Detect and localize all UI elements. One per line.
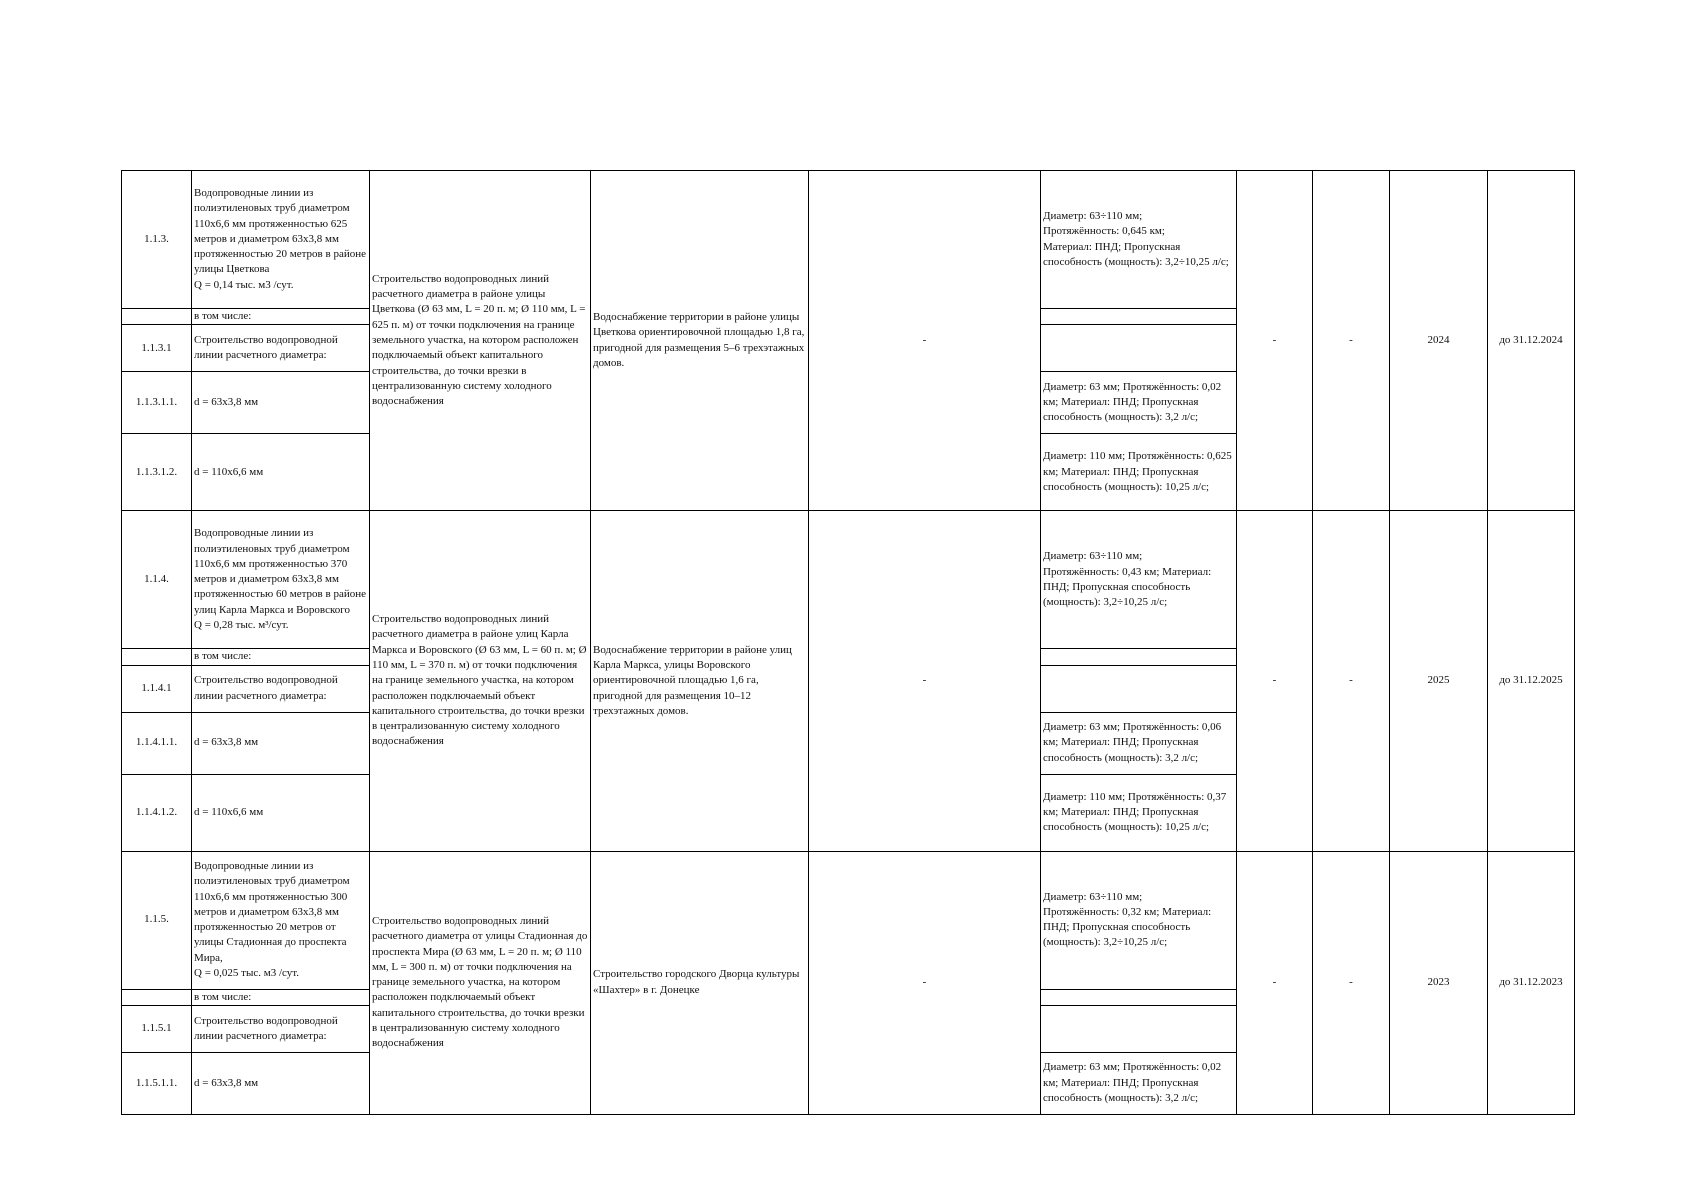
- table-row: [122, 171, 1575, 309]
- pipe-spec: Диаметр: 63 мм; Протяжённость: 0,06 км; Материал: ПНД; Пропускная способность (мощность): 3,2 л/с;: [1041, 712, 1237, 774]
- year-value: 2024: [1390, 171, 1488, 511]
- year-value: 2023: [1390, 851, 1488, 1114]
- sub-item-number: 1.1.5.1: [122, 1005, 192, 1052]
- pipe-item-number: 1.1.5.1.1.: [122, 1052, 192, 1114]
- empty-cell: [122, 989, 192, 1005]
- sub-item-number: 1.1.4.1: [122, 665, 192, 712]
- pipe-diameter: d = 110х6,6 мм: [192, 434, 370, 511]
- empty-cell: [122, 649, 192, 665]
- empty-cell: [1041, 989, 1237, 1005]
- spec-summary: Диаметр: 63÷110 мм; Протяжённость: 0,32 км; Материал: ПНД; Пропускная способность (мощность): 3,2÷10,25 л/с;: [1041, 851, 1237, 989]
- empty-cell: [122, 309, 192, 325]
- purpose-description: Водоснабжение территории в районе улицы Цветкова ориентировочной площадью 1,8 га, пригодной для размещения 5–6 трехэтажных домов.: [591, 171, 809, 511]
- pipe-spec: Диаметр: 110 мм; Протяжённость: 0,37 км; Материал: ПНД; Пропускная способность (мощность): 10,25 л/с;: [1041, 774, 1237, 851]
- deadline-value: до 31.12.2024: [1488, 171, 1575, 511]
- pipe-item-number: 1.1.3.1.1.: [122, 372, 192, 434]
- table-row: [122, 851, 1575, 989]
- pipe-spec: Диаметр: 63 мм; Протяжённость: 0,02 км; Материал: ПНД; Пропускная способность (мощность): 3,2 л/с;: [1041, 372, 1237, 434]
- empty-cell: [1041, 325, 1237, 372]
- pipe-diameter: d = 63х3,8 мм: [192, 1052, 370, 1114]
- empty-value: -: [809, 171, 1041, 511]
- including-label: в том числе:: [192, 649, 370, 665]
- empty-value: -: [1237, 511, 1313, 851]
- empty-cell: [1041, 649, 1237, 665]
- empty-cell: [1041, 665, 1237, 712]
- empty-cell: [1041, 1005, 1237, 1052]
- item-number: 1.1.3.: [122, 171, 192, 309]
- empty-value: -: [809, 851, 1041, 1114]
- empty-cell: [1041, 309, 1237, 325]
- pipe-diameter: d = 110х6,6 мм: [192, 774, 370, 851]
- sub-item-number: 1.1.3.1: [122, 325, 192, 372]
- item-number: 1.1.5.: [122, 851, 192, 989]
- pipe-item-number: 1.1.4.1.1.: [122, 712, 192, 774]
- pipe-diameter: d = 63х3,8 мм: [192, 712, 370, 774]
- table-row: [122, 511, 1575, 649]
- deadline-value: до 31.12.2023: [1488, 851, 1575, 1114]
- spec-summary: Диаметр: 63÷110 мм; Протяжённость: 0,43 км; Материал: ПНД; Пропускная способность (мощность): 3,2÷10,25 л/с;: [1041, 511, 1237, 649]
- spec-summary: Диаметр: 63÷110 мм; Протяжённость: 0,645 км; Материал: ПНД; Пропускная способность (мощность): 3,2÷10,25 л/с;: [1041, 171, 1237, 309]
- item-name: Водопроводные линии из полиэтиленовых труб диаметром 110х6,6 мм протяженностью 300 метров и диаметром 63х3,8 мм протяженностью 20 метров от улицы Стадионная до проспекта Мира, Q = 0,025 тыс. м3 /сут.: [192, 851, 370, 989]
- year-value: 2025: [1390, 511, 1488, 851]
- empty-value: -: [809, 511, 1041, 851]
- sub-item-name: Строительство водопроводной линии расчетного диаметра:: [192, 325, 370, 372]
- empty-value: -: [1313, 171, 1390, 511]
- work-description: Строительство водопроводных линий расчетного диаметра в районе улиц Карла Маркса и Воровского (Ø 63 мм, L = 60 п. м; Ø 110 мм, L = 370 п. м) от точки подключения на границе земельного участка, на котором расположен подключаемый объект капитального строительства, до точки врезки в централизованную систему холодного водоснабжения: [370, 511, 591, 851]
- pipe-item-number: 1.1.4.1.2.: [122, 774, 192, 851]
- pipe-spec: Диаметр: 110 мм; Протяжённость: 0,625 км; Материал: ПНД; Пропускная способность (мощность): 10,25 л/с;: [1041, 434, 1237, 511]
- empty-value: -: [1237, 171, 1313, 511]
- item-name: Водопроводные линии из полиэтиленовых труб диаметром 110х6,6 мм протяженностью 625 метров и диаметром 63х3,8 мм протяженностью 20 метров в районе улицы Цветкова Q = 0,14 тыс. м3 /сут.: [192, 171, 370, 309]
- empty-value: -: [1313, 511, 1390, 851]
- purpose-description: Строительство городского Дворца культуры «Шахтер» в г. Донецке: [591, 851, 809, 1114]
- pipe-spec: Диаметр: 63 мм; Протяжённость: 0,02 км; Материал: ПНД; Пропускная способность (мощность): 3,2 л/с;: [1041, 1052, 1237, 1114]
- sub-item-name: Строительство водопроводной линии расчетного диаметра:: [192, 1005, 370, 1052]
- including-label: в том числе:: [192, 989, 370, 1005]
- sub-item-name: Строительство водопроводной линии расчетного диаметра:: [192, 665, 370, 712]
- pipe-diameter: d = 63х3,8 мм: [192, 372, 370, 434]
- work-description: Строительство водопроводных линий расчетного диаметра от улицы Стадионная до проспекта Мира (Ø 63 мм, L = 20 п. м; Ø 110 мм, L = 300 п. м) от точки подключения на границе земельного участка, на котором расположен подключаемый объект капитального строительства, до точки врезки в централизованную систему холодного водоснабжения: [370, 851, 591, 1114]
- empty-value: -: [1237, 851, 1313, 1114]
- item-number: 1.1.4.: [122, 511, 192, 649]
- pipe-item-number: 1.1.3.1.2.: [122, 434, 192, 511]
- empty-value: -: [1313, 851, 1390, 1114]
- work-description: Строительство водопроводных линий расчетного диаметра в районе улицы Цветкова (Ø 63 мм, L = 20 п. м; Ø 110 мм, L = 625 п. м) от точки подключения на границе земельного участка, на котором расположен подключаемый объект капитального строительства, до точки врезки в централизованную систему холодного водоснабжения: [370, 171, 591, 511]
- purpose-description: Водоснабжение территории в районе улиц Карла Маркса, улицы Воровского ориентировочной площадью 1,6 га, пригодной для размещения 10–12 трехэтажных домов.: [591, 511, 809, 851]
- item-name: Водопроводные линии из полиэтиленовых труб диаметром 110х6,6 мм протяженностью 370 метров и диаметром 63х3,8 мм протяженностью 60 метров в районе улиц Карла Маркса и Воровского Q = 0,28 тыс. м³/сут.: [192, 511, 370, 649]
- including-label: в том числе:: [192, 309, 370, 325]
- water-supply-table: [121, 170, 1575, 1115]
- deadline-value: до 31.12.2025: [1488, 511, 1575, 851]
